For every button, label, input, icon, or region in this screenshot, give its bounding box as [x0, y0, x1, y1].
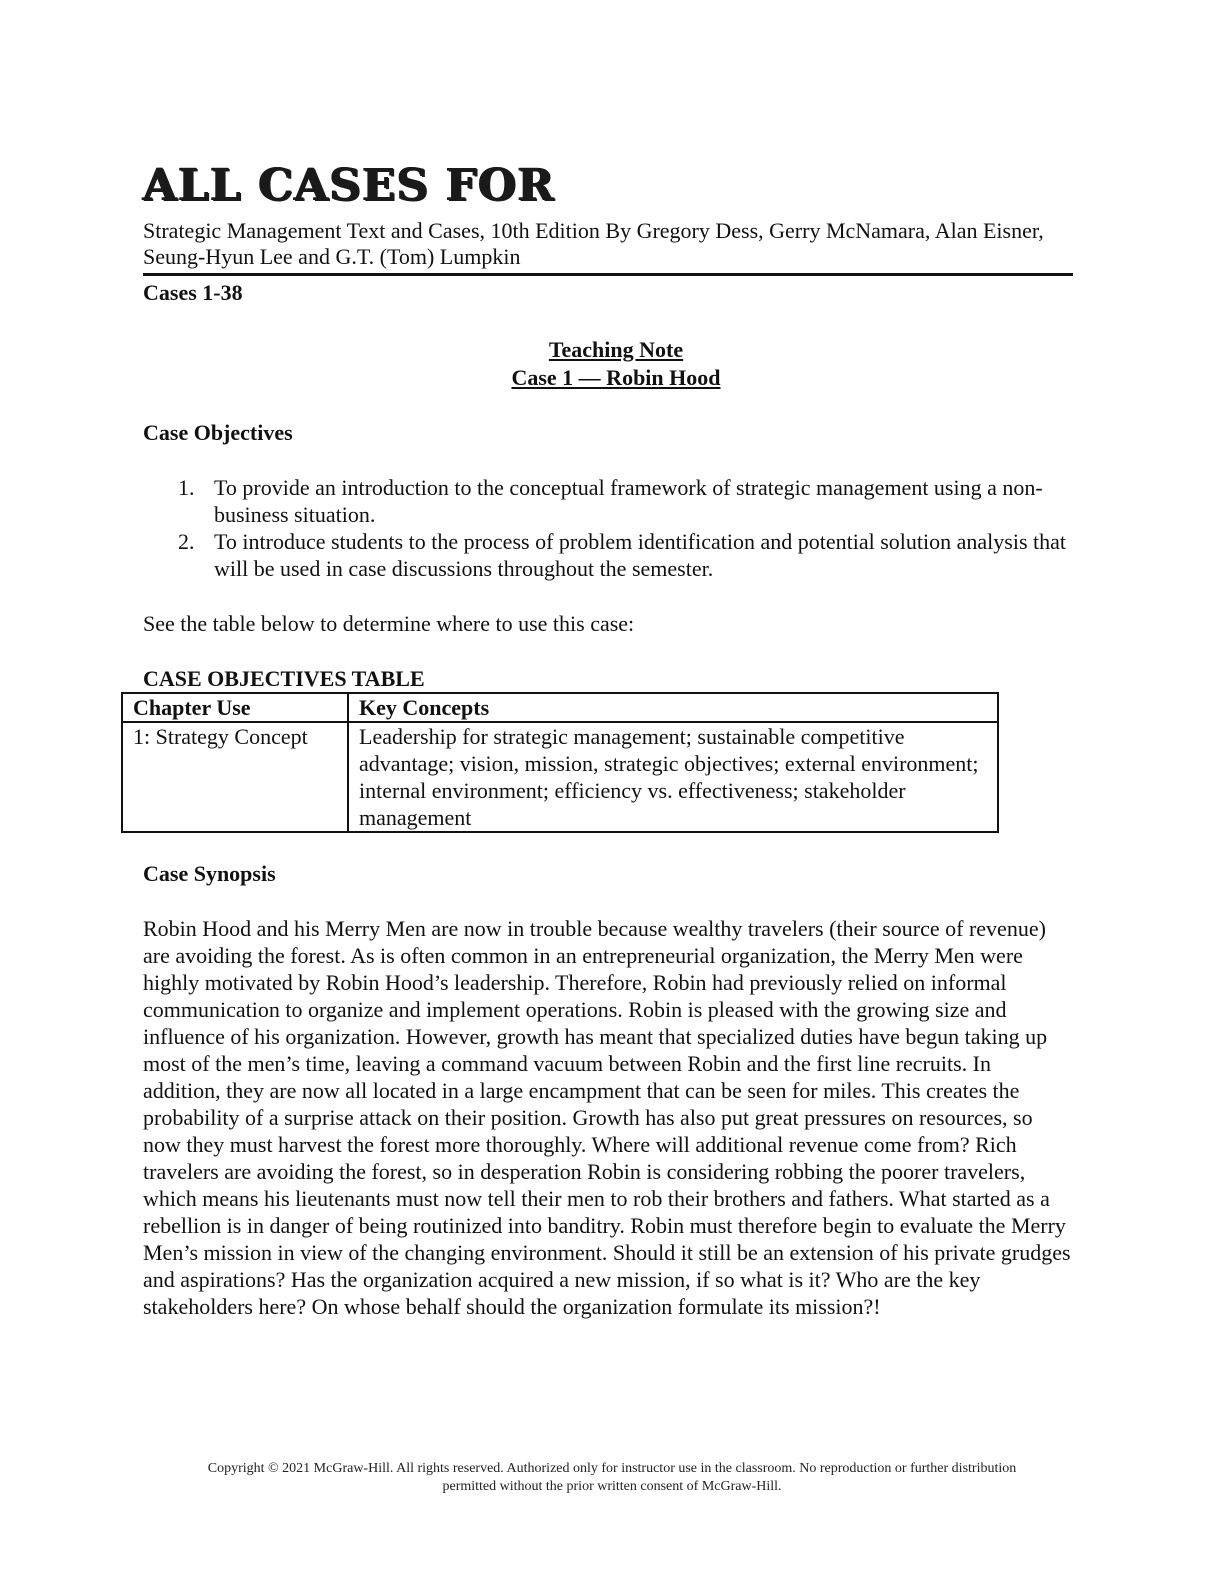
- objectives-list: [143, 474, 1073, 582]
- document-banner-title: ALL CASES FOR: [143, 160, 556, 211]
- case-title: Case 1 — Robin Hood: [511, 365, 721, 390]
- objectives-heading: Case Objectives: [143, 420, 293, 445]
- document-subtitle: Strategic Management Text and Cases, 10th Edition By Gregory Dess, Gerry McNamara, Alan Eisner, Seung-Hyun Lee and G.T. (Tom) Lumpkin: [143, 218, 1073, 276]
- see-table-text: See the table below to determine where to use this case:: [143, 611, 635, 636]
- column-header-chapter-use: Chapter Use: [122, 693, 348, 722]
- document-page: [133, 150, 1073, 1320]
- case-objectives-table: [121, 692, 999, 833]
- cases-range: Cases 1-38: [143, 280, 243, 305]
- list-item: [143, 474, 1073, 528]
- footer-line-2: permitted without the prior written consent of McGraw-Hill.: [442, 1479, 782, 1494]
- list-item-number: 1.: [178, 475, 195, 500]
- list-item-number: 2.: [178, 529, 195, 554]
- column-header-key-concepts: Key Concepts: [348, 693, 998, 722]
- footer-line-1: Copyright © 2021 McGraw-Hill. All rights reserved. Authorized only for instructor use in the classroom. No reproduction or further distribution: [207, 1461, 1017, 1476]
- list-item-text: To provide an introduction to the conceptual framework of strategic management using a non-business situation.: [214, 475, 1043, 527]
- table-cell-concepts: Leadership for strategic management; sustainable competitive advantage; vision, mission, strategic objectives; external environment; internal environment; efficiency vs. effectiveness; stakeholder management: [348, 722, 998, 832]
- synopsis-paragraph: Robin Hood and his Merry Men are now in trouble because wealthy travelers (their source of revenue) are avoiding the forest. As is often common in an entrepreneurial organization, the Merry Men were highly motivated by Robin Hood’s leadership. Therefore, Robin had previously relied on informal communication to organize and implement operations. Robin is pleased with the growing size and influence of his organization. However, growth has meant that specialized duties have begun taking up most of the men’s time, leaving a command vacuum between Robin and the first line recruits. In addition, they are now all located in a large encampment that can be seen for miles. This creates the probability of a surprise attack on their position. Growth has also put great pressures on resources, so now they must harvest the forest more thoroughly. Where will additional revenue come from? Rich travelers are avoiding the forest, so in desperation Robin is considering robbing the poorer travelers, which means his lieutenants must now tell their men to rob their brothers and fathers. What started as a rebellion is in danger of being routinized into banditry. Robin must therefore begin to evaluate the Merry Men’s mission in view of the changing environment. Should it still be an extension of his private grudges and aspirations? Has the organization acquired a new mission, if so what is it? Who are the key stakeholders here? On whose behalf should the organization formulate its mission?!: [143, 916, 1071, 1319]
- table-cell-chapter: 1: Strategy Concept: [122, 722, 348, 832]
- table-header-row: [122, 693, 998, 722]
- list-item: [143, 528, 1073, 582]
- table-title: CASE OBJECTIVES TABLE: [143, 666, 425, 691]
- synopsis-heading: Case Synopsis: [143, 861, 276, 886]
- table-row: [122, 722, 998, 832]
- teaching-note-title: Teaching Note: [548, 337, 684, 362]
- copyright-footer: [0, 1460, 1224, 1496]
- list-item-text: To introduce students to the process of problem identification and potential solution analysis that will be used in case discussions throughout the semester.: [214, 529, 1067, 581]
